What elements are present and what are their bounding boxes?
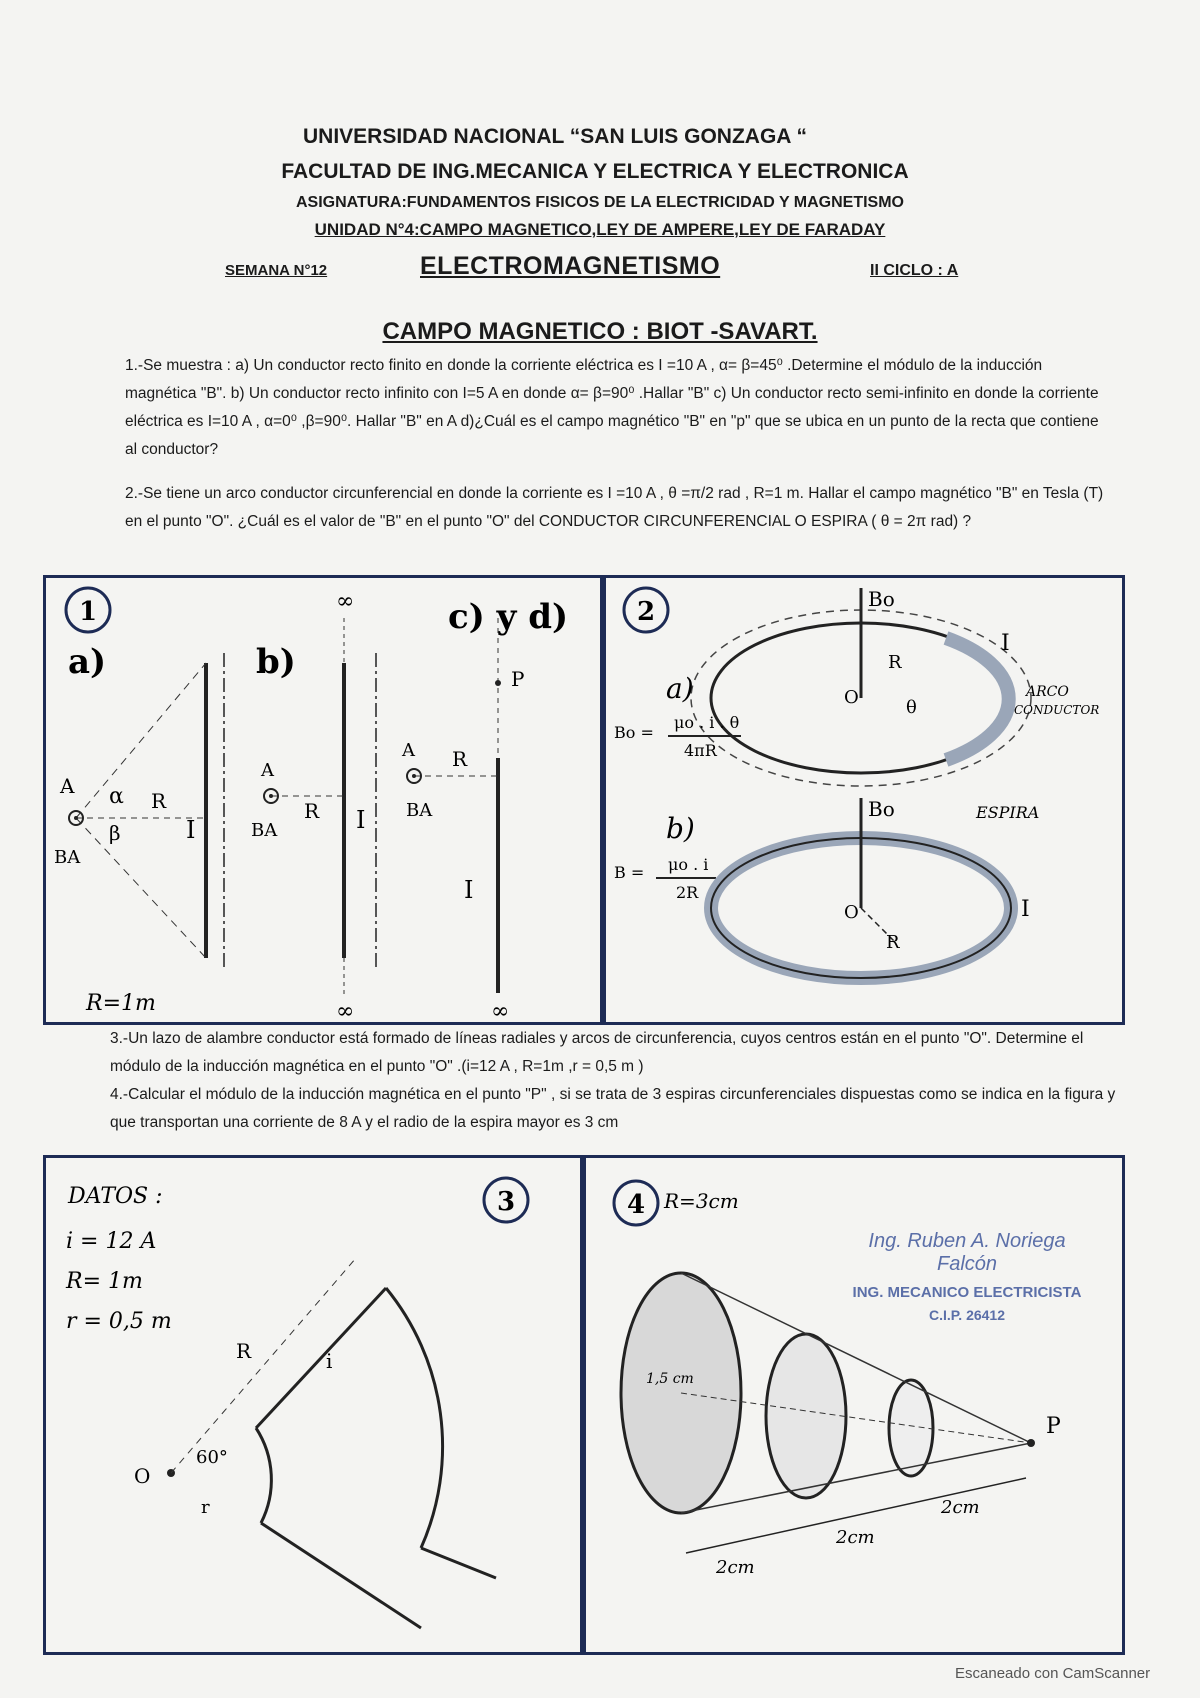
problem-3-4 [110, 1025, 1120, 1137]
fig3-Rlbl: R [236, 1339, 252, 1363]
fig1-R: R [151, 789, 167, 813]
fig1-cd: c) y d) [448, 597, 569, 637]
topic-title: ELECTROMAGNETISMO [420, 252, 721, 280]
fig1-BA-c: BA [406, 800, 433, 821]
fig3-rlbl: r [201, 1497, 210, 1518]
fig2-eqa-den: 4πR [684, 741, 717, 760]
university-name: UNIVERSIDAD NACIONAL “SAN LUIS GONZAGA “ [302, 125, 808, 148]
fig1-BA-b: BA [251, 820, 278, 841]
fig1-number: 1 [78, 597, 98, 627]
faculty-name: FACULTAD DE ING.MECANICA Y ELECTRICA Y ELECTRONICA [281, 160, 909, 183]
fig2-b: b) [666, 812, 695, 845]
fig2-O-b: O [844, 902, 859, 923]
fig2-eqa-lhs: Bo = [614, 723, 654, 742]
section-title: CAMPO MAGNETICO : BIOT -SAVART. [382, 318, 818, 345]
signature-stamp [837, 1230, 1097, 1323]
figure-1-panel [43, 575, 603, 1025]
fig1-radius: R=1m [86, 991, 156, 1016]
problem-2: 2.-Se tiene un arco conductor circunferencial en donde la corriente es I =10 A , θ =π/2 rad , R=1 m. Hallar el campo magnético "B" en Tesla (T) en el punto "O". ¿Cuál es el valor de "B" en el punto "O" del CONDUCTOR CIRCUNFERENCIAL O ESPIRA ( θ = 2π rad) ? [125, 485, 1104, 530]
fig1-beta: β [109, 821, 121, 845]
fig1-A-c: A [402, 740, 415, 761]
fig1-A-b: A [261, 760, 274, 781]
fig3-r: r = 0,5 m [66, 1309, 172, 1334]
fig1-I-b: I [356, 806, 366, 834]
fig3-i: i = 12 A [66, 1229, 157, 1254]
fig2-espira: ESPIRA [976, 803, 1040, 822]
fig2-conductor: CONDUCTOR [1014, 703, 1100, 717]
fig1-R-b: R [304, 799, 320, 823]
fig4-P: P [1046, 1414, 1061, 1439]
cycle-label: II CICLO : A [870, 262, 959, 279]
week-label: SEMANA N°12 [225, 262, 328, 279]
fig1-I-c: I [464, 876, 474, 904]
fig2-eqb-num: μo . i [668, 855, 709, 874]
fig1-a: a) [68, 642, 107, 682]
fig1-inf-bottom: ∞ [336, 999, 355, 1022]
fig2-eqa-num: μo . i . θ [674, 713, 740, 732]
figure-3-panel [43, 1155, 583, 1655]
fig2-R-a: R [888, 652, 902, 673]
figure-1-drawing [46, 578, 600, 1022]
fig2-eqb-lhs: B = [614, 863, 645, 882]
fig1-R-c: R [452, 747, 468, 771]
fig4-radius: R=3cm [664, 1189, 739, 1213]
fig3-number: 3 [496, 1187, 516, 1217]
problem-4: 4.-Calcular el módulo de la inducción magnética en el punto "P" , si se trata de 3 espiras circunferenciales dispuestas como se indica en la figura y que transportan una corriente de 8 A y el radio de la espira mayor es 3 cm [110, 1086, 1116, 1131]
fig1-inf-c: ∞ [491, 999, 510, 1022]
problem-1: 1.-Se muestra : a) Un conductor recto finito en donde la corriente eléctrica es I =10 A , α= β=45⁰ .Determine el módulo de la inducción magnética "B". b) Un conductor recto infinito con I=5 A en donde α= β=90⁰ .Hallar "B" c) Un conductor recto semi-infinito en donde la corriente eléctrica es I=10 A , α=0⁰ ,β=90⁰. Hallar "B" en A d)¿Cuál es el campo magnético "B" en "p" que se ubica en un punto de la recta que contiene al conductor? [125, 357, 1099, 458]
signature-name: Ing. Ruben A. Noriega Falcón [868, 1230, 1066, 1275]
fig4-d3: 2cm [941, 1497, 980, 1518]
figure-2-panel [603, 575, 1125, 1025]
fig1-A: A [60, 774, 75, 798]
figure-2-drawing [606, 578, 1122, 1022]
fig2-theta: θ [906, 697, 917, 718]
fig3-angle: 60° [196, 1447, 228, 1468]
fig2-Bo-a: Bo [868, 587, 895, 611]
fig1-inf-top: ∞ [336, 589, 355, 614]
fig2-R-b: R [886, 932, 900, 953]
fig4-d4: 1,5 cm [646, 1371, 694, 1387]
fig2-arco: ARCO [1026, 684, 1069, 700]
fig3-datos: DATOS : [68, 1184, 163, 1209]
subject-name: ASIGNATURA:FUNDAMENTOS FISICOS DE LA ELECTRICIDAD Y MAGNETISMO [295, 194, 904, 211]
signature-title: ING. MECANICO ELECTRICISTA [852, 1284, 1082, 1301]
fig1-P: P [511, 667, 525, 691]
fig4-d1: 2cm [716, 1557, 755, 1578]
fig2-a: a) [666, 672, 694, 705]
fig4-d2: 2cm [836, 1527, 875, 1548]
fig1-I-a: I [186, 816, 196, 844]
scanner-footer: Escaneado con CamScanner [955, 1665, 1151, 1682]
fig2-I-b: I [1021, 897, 1030, 922]
fig1-alpha: α [109, 784, 124, 809]
fig2-O-a: O [844, 687, 859, 708]
unit-name: UNIDAD N°4:CAMPO MAGNETICO,LEY DE AMPERE,LEY DE FARADAY [314, 220, 886, 239]
fig3-O: O [134, 1464, 151, 1488]
fig3-R: R= 1m [66, 1269, 143, 1294]
fig2-Bo-b: Bo [868, 797, 895, 821]
fig2-I-a: I [1001, 631, 1010, 656]
problem-3: 3.-Un lazo de alambre conductor está formado de líneas radiales y arcos de circunferencia, cuyos centros están en el punto "O". Determine el módulo de la inducción magnética en el punto "O" .(i=12 A , R=1m ,r = 0,5 m ) [110, 1030, 1084, 1075]
fig1-BA: BA [54, 847, 81, 868]
fig3-ilbl: i [326, 1349, 333, 1373]
fig2-eqb-den: 2R [676, 883, 699, 902]
signature-cip: C.I.P. 26412 [928, 1307, 1006, 1323]
fig1-b: b) [256, 642, 296, 682]
figure-3-drawing [46, 1158, 580, 1652]
fig4-number: 4 [626, 1190, 646, 1220]
fig2-number: 2 [636, 597, 656, 627]
